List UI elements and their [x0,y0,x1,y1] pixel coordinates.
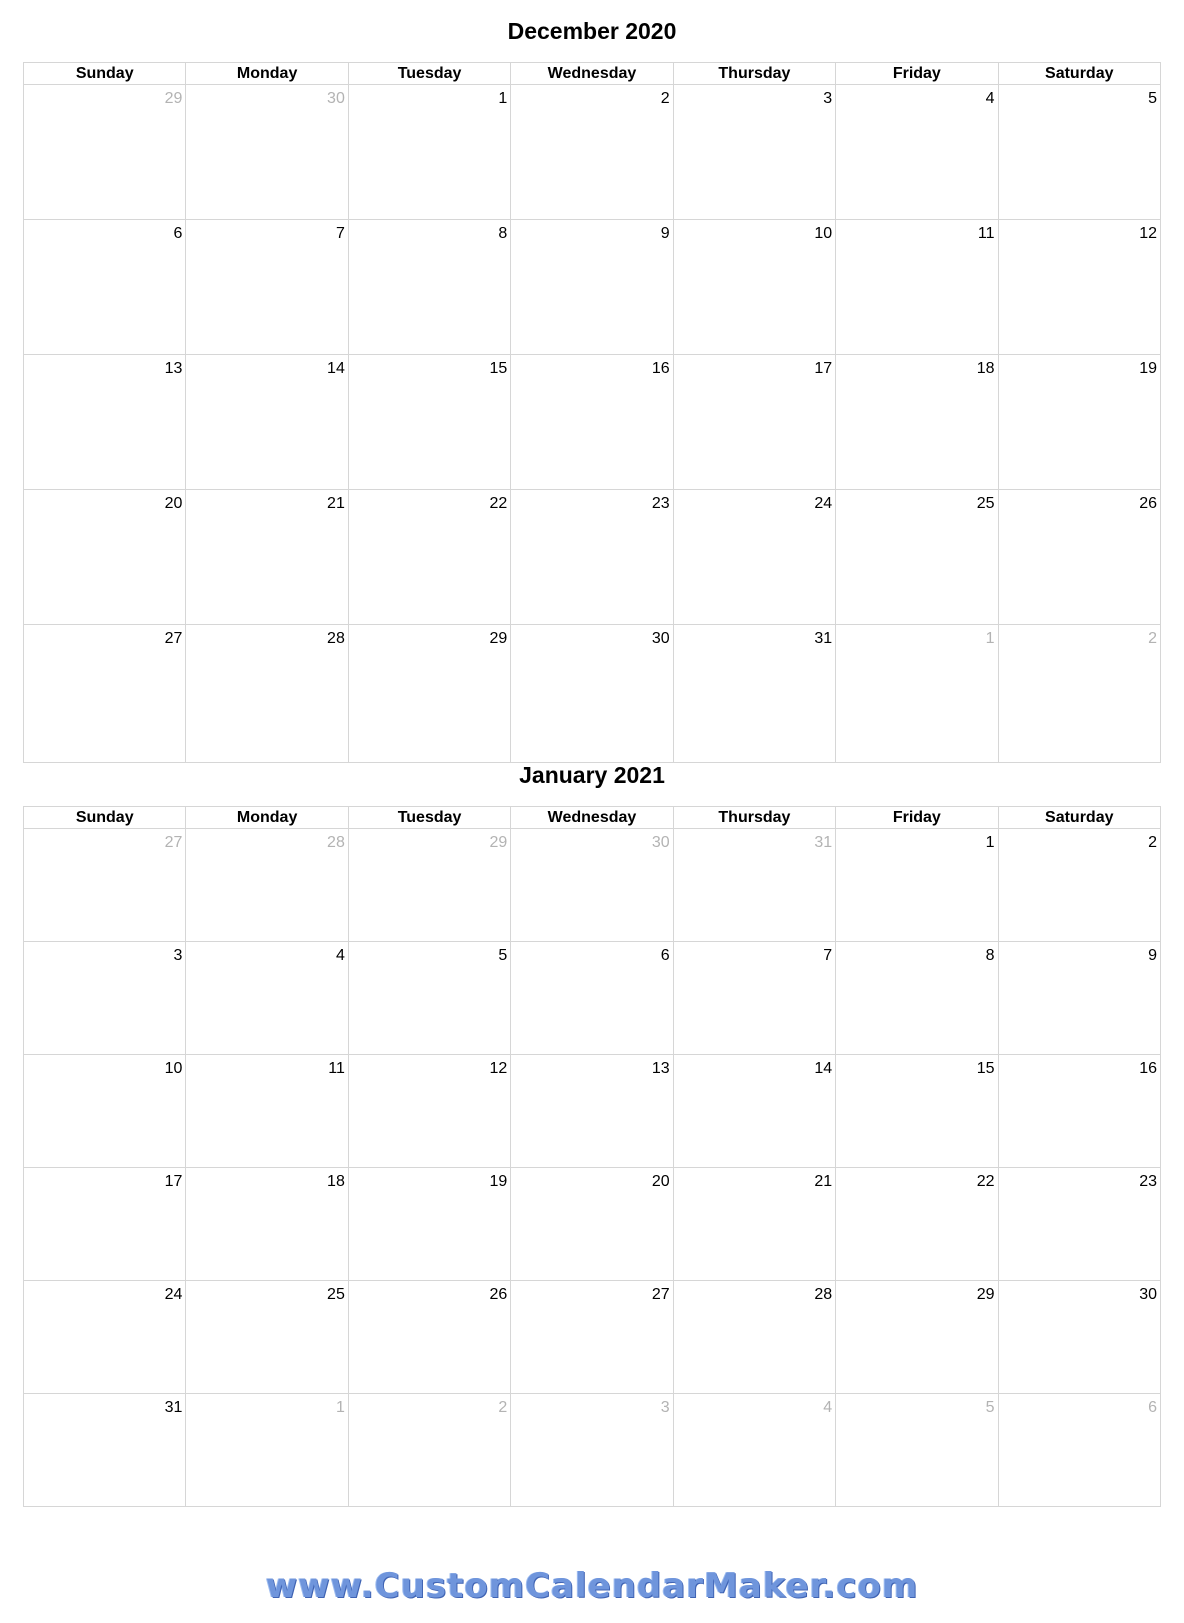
weekday-thursday: Thursday [673,807,835,829]
day-cell [348,355,510,490]
day-number: 4 [985,90,995,107]
day-cell [673,942,835,1055]
day-cell [673,1055,835,1168]
day-number: 22 [976,1173,995,1190]
day-cell-outside-month [348,1394,510,1507]
day-cell-outside-month [673,829,835,942]
weekday-saturday: Saturday [998,63,1160,85]
day-cell [998,1055,1160,1168]
day-cell [511,625,673,763]
day-number: 1 [498,90,508,107]
day-cell [24,1055,186,1168]
day-cell [511,1168,673,1281]
day-number: 8 [985,947,995,964]
day-cell [998,1168,1160,1281]
weekday-tuesday: Tuesday [348,63,510,85]
day-cell [836,829,998,942]
week-row [24,625,1161,763]
day-number: 19 [1139,360,1157,377]
day-number: 11 [328,1060,345,1077]
day-cell [673,1281,835,1394]
january-2021-title: January 2021 [519,762,665,788]
day-cell [836,490,998,625]
day-number: 2 [498,1399,508,1416]
day-cell [836,1055,998,1168]
weekday-wednesday: Wednesday [511,807,673,829]
day-cell-outside-month [511,1394,673,1507]
day-number: 5 [985,1399,995,1416]
day-cell [24,625,186,763]
day-number: 14 [814,1060,833,1077]
day-cell [24,1394,186,1507]
day-number: 29 [489,834,508,851]
day-cell-outside-month [511,829,673,942]
weekday-header-row [24,807,1161,829]
day-cell [511,1281,673,1394]
day-cell [348,85,510,220]
weekday-wednesday: Wednesday [511,63,673,85]
day-number: 2 [1148,834,1157,851]
day-number: 7 [335,225,345,242]
december-2020-title: December 2020 [507,18,677,44]
day-number: 10 [814,225,833,242]
day-number: 14 [327,360,345,377]
day-cell [186,1281,348,1394]
day-number: 3 [660,1399,670,1416]
day-cell [998,220,1160,355]
weekday-tuesday: Tuesday [348,807,510,829]
day-number: 29 [976,1286,995,1303]
week-row [24,85,1161,220]
day-number: 31 [814,834,833,851]
day-cell-outside-month [24,85,186,220]
day-cell [186,625,348,763]
weekday-thursday: Thursday [673,63,835,85]
day-cell-outside-month [348,829,510,942]
day-number: 16 [1139,1060,1157,1077]
day-number: 30 [651,834,670,851]
week-row [24,942,1161,1055]
day-cell [673,625,835,763]
day-number: 17 [164,1173,183,1190]
day-number: 21 [814,1173,833,1190]
day-number: 30 [651,630,670,647]
day-cell [348,1055,510,1168]
day-number: 31 [164,1399,183,1416]
day-cell [348,625,510,763]
weekday-monday: Monday [186,63,348,85]
weekday-monday: Monday [186,807,348,829]
week-row [24,829,1161,942]
day-number: 15 [489,360,508,377]
day-cell [24,942,186,1055]
day-cell [511,490,673,625]
day-number: 1 [335,1399,345,1416]
day-cell [673,1168,835,1281]
day-number: 3 [173,947,183,964]
day-cell [24,1168,186,1281]
january-2021-calendar [23,806,1161,1507]
day-cell [511,220,673,355]
day-number: 27 [164,834,183,851]
day-cell-outside-month [998,1394,1160,1507]
day-number: 4 [823,1399,833,1416]
day-number: 29 [164,90,183,107]
day-cell [836,1168,998,1281]
day-number: 19 [489,1173,508,1190]
day-number: 23 [1139,1173,1157,1190]
day-cell [24,490,186,625]
day-number: 12 [1139,225,1157,242]
day-cell-outside-month [24,829,186,942]
weekday-friday: Friday [836,807,998,829]
day-cell [673,490,835,625]
day-cell [186,942,348,1055]
day-cell [348,1281,510,1394]
weekday-sunday: Sunday [24,807,186,829]
week-row [24,1394,1161,1507]
day-cell [673,85,835,220]
day-number: 5 [1148,90,1157,107]
day-number: 20 [164,495,183,512]
day-number: 16 [651,360,670,377]
day-cell [24,220,186,355]
day-number: 3 [823,90,833,107]
weekday-friday: Friday [836,63,998,85]
day-number: 6 [1148,1399,1157,1416]
day-number: 9 [1148,947,1157,964]
day-number: 20 [651,1173,670,1190]
day-number: 27 [164,630,183,647]
day-cell [836,85,998,220]
day-number: 30 [1139,1286,1157,1303]
day-number: 10 [164,1060,183,1077]
day-cell [511,85,673,220]
day-cell-outside-month [673,1394,835,1507]
day-cell [348,1168,510,1281]
weekday-header-row [24,63,1161,85]
weekday-saturday: Saturday [998,807,1160,829]
day-cell [511,942,673,1055]
day-cell [186,355,348,490]
day-cell-outside-month [186,85,348,220]
week-row [24,1168,1161,1281]
day-cell [24,1281,186,1394]
week-row [24,355,1161,490]
day-cell [348,942,510,1055]
day-cell [836,355,998,490]
day-number: 8 [498,225,508,242]
day-cell [673,355,835,490]
day-number: 26 [489,1286,508,1303]
week-row [24,1281,1161,1394]
day-number: 1 [985,630,995,647]
day-number: 30 [327,90,345,107]
day-cell [511,1055,673,1168]
day-cell-outside-month [836,1394,998,1507]
day-cell [186,1055,348,1168]
week-row [24,1055,1161,1168]
day-number: 5 [498,947,508,964]
day-number: 28 [327,630,345,647]
day-cell [24,355,186,490]
day-cell [998,1281,1160,1394]
day-cell [836,1281,998,1394]
day-number: 23 [651,495,670,512]
day-number: 13 [651,1060,670,1077]
day-number: 26 [1139,495,1157,512]
day-cell-outside-month [186,829,348,942]
day-cell [186,1168,348,1281]
day-number: 24 [814,495,833,512]
day-number: 31 [814,630,833,647]
day-number: 9 [660,225,670,242]
week-row [24,490,1161,625]
day-cell [186,490,348,625]
day-cell [186,220,348,355]
week-row [24,220,1161,355]
day-number: 4 [335,947,345,964]
day-number: 18 [327,1173,345,1190]
day-number: 6 [660,947,670,964]
day-cell [673,220,835,355]
day-number: 2 [1148,630,1157,647]
day-number: 29 [489,630,508,647]
day-cell [998,355,1160,490]
day-cell [998,85,1160,220]
day-number: 15 [976,1060,995,1077]
day-number: 6 [173,225,183,242]
day-cell [998,490,1160,625]
day-number: 12 [489,1060,508,1077]
day-number: 17 [814,360,833,377]
website-watermark: www.CustomCalendarMaker.com [265,1566,919,1606]
day-cell [348,220,510,355]
day-cell [836,220,998,355]
day-cell [998,942,1160,1055]
day-number: 21 [327,495,345,512]
day-number: 25 [327,1286,345,1303]
day-number: 24 [164,1286,183,1303]
day-number: 27 [651,1286,670,1303]
day-number: 28 [327,834,345,851]
day-cell-outside-month [186,1394,348,1507]
day-cell [836,942,998,1055]
day-number: 1 [985,834,995,851]
day-cell [348,490,510,625]
weekday-sunday: Sunday [24,63,186,85]
december-2020-calendar [23,62,1161,763]
day-cell [998,829,1160,942]
day-number: 13 [164,360,183,377]
day-number: 25 [976,495,995,512]
day-cell-outside-month [836,625,998,763]
day-number: 18 [976,360,995,377]
day-number: 2 [660,90,670,107]
day-number: 7 [823,947,833,964]
day-number: 11 [977,225,995,242]
day-cell-outside-month [998,625,1160,763]
day-cell [511,355,673,490]
day-number: 22 [489,495,508,512]
day-number: 28 [814,1286,833,1303]
